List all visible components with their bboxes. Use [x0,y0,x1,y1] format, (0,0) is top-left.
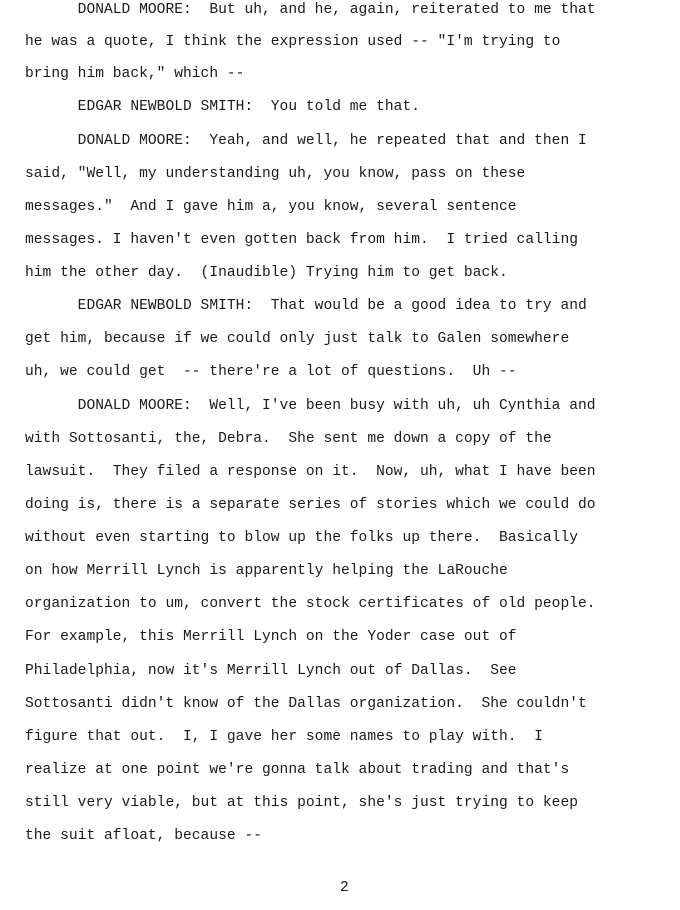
transcript-line: on how Merrill Lynch is apparently helping the LaRouche [25,563,508,579]
transcript-line: DONALD MOORE: Well, I've been busy with uh, uh Cynthia and [25,398,596,414]
transcript-line: For example, this Merrill Lynch on the Yoder case out of [25,629,517,645]
transcript-line: still very viable, but at this point, she's just trying to keep [25,795,578,811]
transcript-line: he was a quote, I think the expression used -- "I'm trying to [25,34,561,50]
transcript-line: EDGAR NEWBOLD SMITH: You told me that. [25,99,420,115]
transcript-line: Philadelphia, now it's Merrill Lynch out of Dallas. See [25,663,517,679]
transcript-line: lawsuit. They filed a response on it. Now, uh, what I have been [25,464,596,480]
transcript-line: get him, because if we could only just talk to Galen somewhere [25,331,570,347]
transcript-line: said, "Well, my understanding uh, you know, pass on these [25,166,526,182]
page-number: 2 [340,880,349,896]
transcript-line: figure that out. I, I gave her some names to play with. I [25,729,543,745]
transcript-line: Sottosanti didn't know of the Dallas organization. She couldn't [25,696,587,712]
transcript-line: with Sottosanti, the, Debra. She sent me down a copy of the [25,431,552,447]
transcript-line: DONALD MOORE: Yeah, and well, he repeated that and then I [25,133,587,149]
transcript-line: messages." And I gave him a, you know, several sentence [25,199,517,215]
transcript-line: messages. I haven't even gotten back from him. I tried calling [25,232,578,248]
transcript-line: the suit afloat, because -- [25,828,262,844]
transcript-line: doing is, there is a separate series of stories which we could do [25,497,596,513]
transcript-line: organization to um, convert the stock certificates of old people. [25,596,596,612]
transcript-line: without even starting to blow up the folks up there. Basically [25,530,578,546]
transcript-line: DONALD MOORE: But uh, and he, again, reiterated to me that [25,2,596,18]
transcript-line: uh, we could get -- there're a lot of questions. Uh -- [25,364,517,380]
transcript-line: bring him back," which -- [25,66,245,82]
transcript-line: him the other day. (Inaudible) Trying him to get back. [25,265,508,281]
transcript-line: realize at one point we're gonna talk about trading and that's [25,762,570,778]
transcript-line: EDGAR NEWBOLD SMITH: That would be a good idea to try and [25,298,587,314]
